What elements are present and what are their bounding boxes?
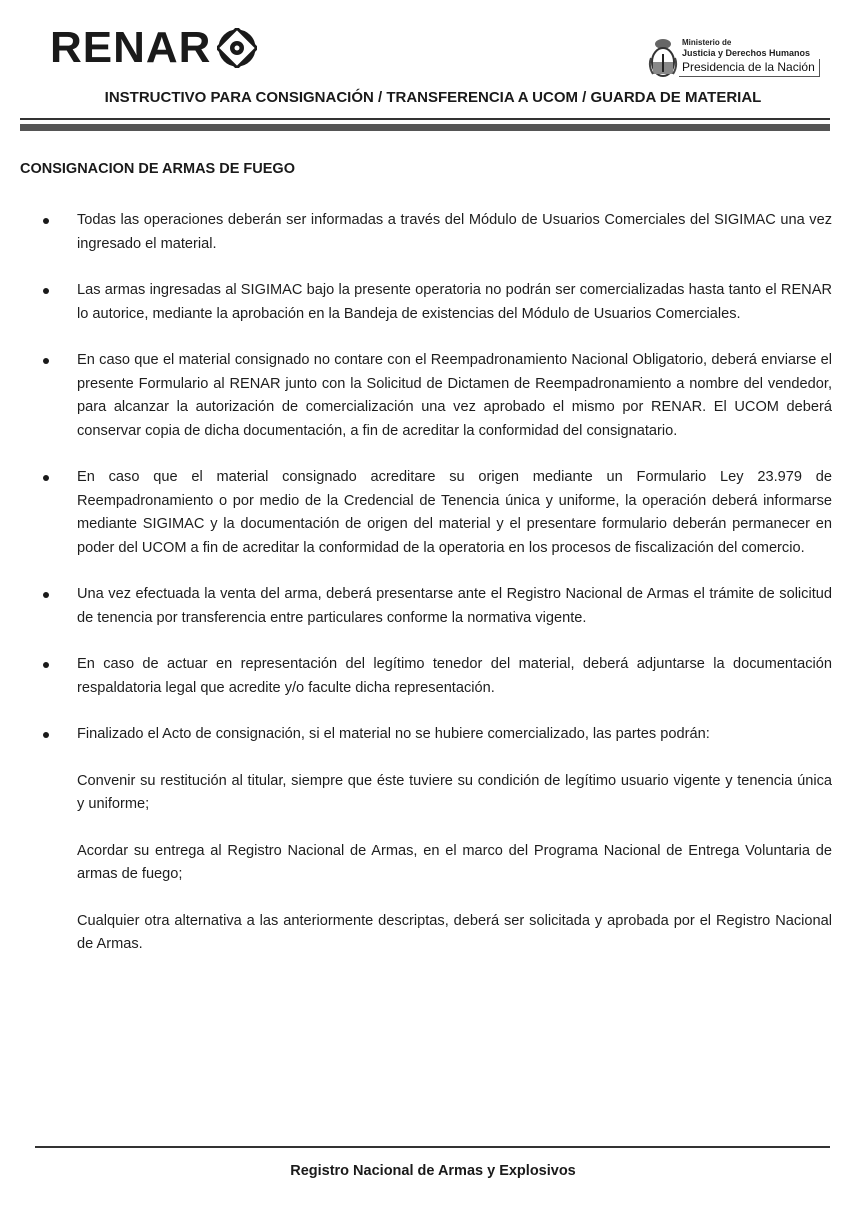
bullet-dot-icon xyxy=(43,288,49,294)
bullet-item xyxy=(20,209,832,256)
bullet-dot-icon xyxy=(43,475,49,481)
bullet-text: Todas las operaciones deberán ser informadas a través del Módulo de Usuarios Comerciales del SIGIMAC una vez ingresado el material. xyxy=(77,212,832,252)
renar-logo xyxy=(50,23,257,72)
bullet-text: Una vez efectuada la venta del arma, deberá presentarse ante el Registro Nacional de Armas el trámite de solicitud de tenencia por transferencia entre particulares conforme la normativa vigente. xyxy=(77,586,832,626)
bullet-item xyxy=(20,723,832,747)
bullet-item xyxy=(20,349,832,443)
bullet-item xyxy=(20,466,832,560)
bullet-dot-icon xyxy=(43,358,49,364)
section-title: CONSIGNACION DE ARMAS DE FUEGO xyxy=(20,161,295,177)
national-seal-icon xyxy=(648,36,678,78)
option-paragraph: Cualquier otra alternativa a las anteriormente descriptas, deberá ser solicitada y aprobada por el Registro Nacional de Armas. xyxy=(77,912,832,952)
ministry-line-3: Presidencia de la Nación xyxy=(679,59,820,77)
bullet-item xyxy=(20,279,832,326)
section-content xyxy=(20,209,832,957)
footer-text: Registro Nacional de Armas y Explosivos xyxy=(290,1163,576,1179)
ministry-logo xyxy=(648,36,838,80)
ministry-line-2: Justicia y Derechos Humanos xyxy=(682,48,811,58)
ministry-line-1: Ministerio de xyxy=(682,38,732,47)
bullet-text: En caso que el material consignado acreditare su origen mediante un Formulario Ley 23.979 de Reempadronamiento o por medio de la Credencial de Tenencia única y uniforme, la operación deberá informarse mediante SIGIMAC y la documentación de origen del material y el presentare formulario deberán permanecer en poder del UCOM a fin de acreditar la conformidad de la operatoria en los procesos de fiscalización del comercio. xyxy=(77,469,832,556)
bullet-dot-icon xyxy=(43,592,49,598)
option-paragraph: Acordar su entrega al Registro Nacional de Armas, en el marco del Programa Nacional de Entrega Voluntaria de armas de fuego; xyxy=(77,842,832,882)
footer-divider xyxy=(35,1146,830,1148)
document-title: INSTRUCTIVO PARA CONSIGNACIÓN / TRANSFERENCIA A UCOM / GUARDA DE MATERIAL xyxy=(104,89,762,106)
renar-logo-text: RENAR xyxy=(50,23,212,72)
bullet-text: En caso de actuar en representación del legítimo tenedor del material, deberá adjuntarse la documentación respaldatoria legal que acredite y/o faculte dicha representación. xyxy=(77,656,832,696)
bullet-text: Finalizado el Acto de consignación, si el material no se hubiere comercializado, las partes podrán: xyxy=(77,726,710,742)
bullet-item xyxy=(20,583,832,630)
bullet-dot-icon xyxy=(43,662,49,668)
bullet-text: Las armas ingresadas al SIGIMAC bajo la presente operatoria no podrán ser comercializadas hasta tanto el RENAR lo autorice, mediante la aprobación en la Bandeja de existencias del Módulo de Usuarios Comerciales. xyxy=(77,282,832,322)
bullet-dot-icon xyxy=(43,732,49,738)
bullet-text: En caso que el material consignado no contare con el Reempadronamiento Nacional Obligatorio, deberá enviarse el presente Formulario al RENAR junto con la Solicitud de Dictamen de Reempadronamiento a nombre del vendedor, para alcanzar la autorización de comercialización una vez aprobado el mismo por RENAR. El UCOM deberá conservar copia de dicha documentación, a fin de acreditar la conformidad del consignatario. xyxy=(77,352,832,439)
bullet-dot-icon xyxy=(43,218,49,224)
option-paragraph: Convenir su restitución al titular, siempre que éste tuviere su condición de legítimo usuario vigente y tenencia única y uniforme; xyxy=(77,772,832,812)
bullet-item xyxy=(20,653,832,700)
header-divider-thick xyxy=(20,124,830,131)
target-icon xyxy=(217,28,257,68)
header-divider-thin xyxy=(20,118,830,120)
